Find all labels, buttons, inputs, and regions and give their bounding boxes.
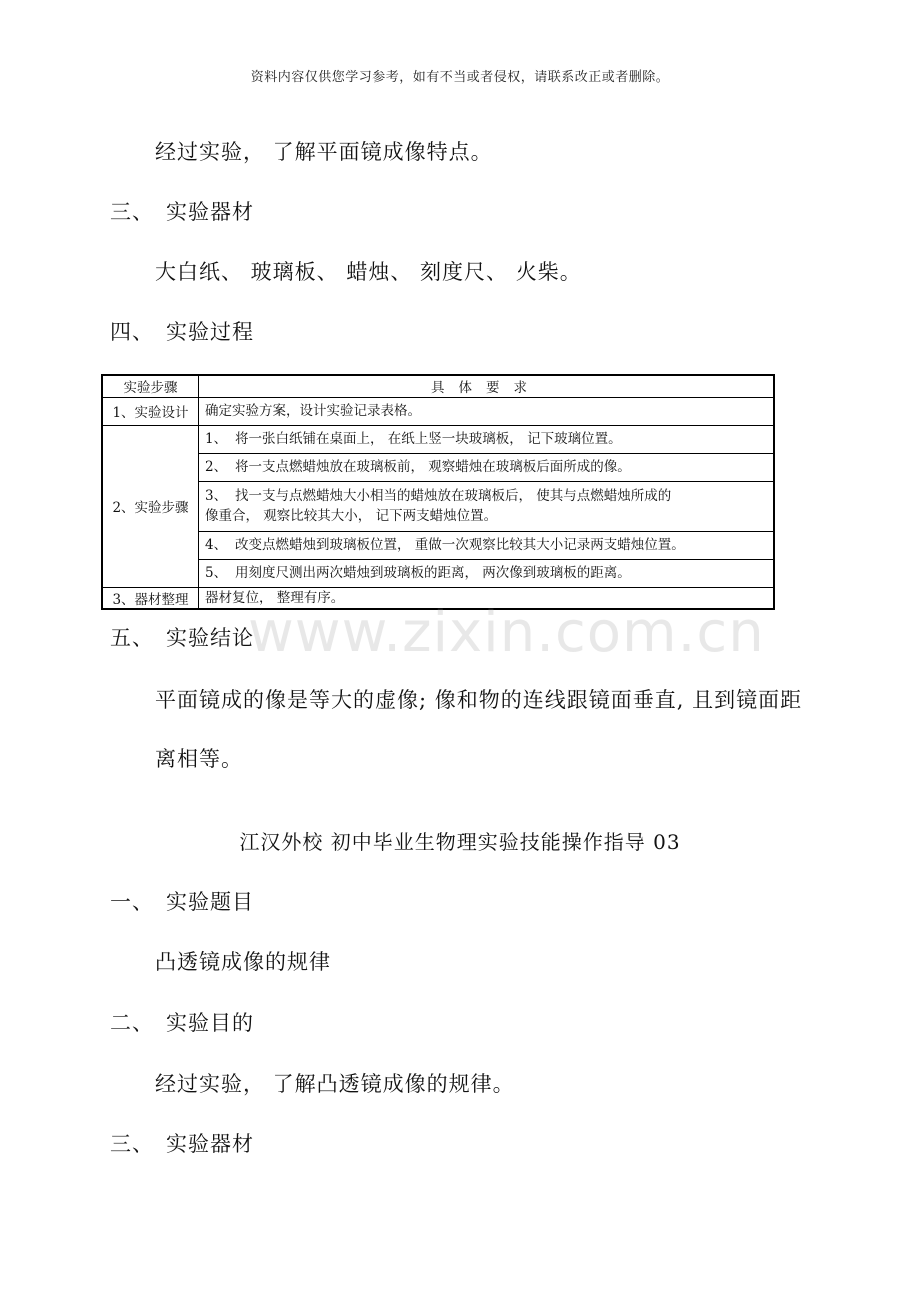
requirement-cell	[199, 481, 775, 531]
heading-number: 三、	[110, 1132, 154, 1156]
materials-text: 大白纸、 玻璃板、 蜡烛、 刻度尺、 火柴。	[155, 260, 582, 284]
heading-materials	[110, 1128, 254, 1158]
heading-number: 三、	[110, 200, 154, 224]
table-row	[102, 425, 774, 453]
requirement-cell	[199, 425, 775, 453]
conclusion-line-2: 离相等。	[155, 747, 243, 771]
table-row	[102, 481, 774, 531]
requirement-cell: 器材复位， 整理有序。	[199, 587, 775, 609]
topic-text: 凸透镜成像的规律	[155, 950, 331, 974]
sub-text: 用刻度尺测出两次蜡烛到玻璃板的距离， 两次像到玻璃板的距离。	[235, 565, 631, 581]
requirement-cell	[199, 559, 775, 587]
step-cell: 2、实验步骤	[102, 425, 199, 587]
sub-number: 1、	[205, 431, 228, 447]
heading-title: 实验器材	[166, 1132, 254, 1156]
heading-title: 实验器材	[166, 200, 254, 224]
heading-conclusion	[110, 622, 254, 652]
table-row	[102, 531, 774, 559]
table-row	[102, 397, 774, 425]
heading-number: 二、	[110, 1011, 154, 1035]
sub-text: 改变点燃蜡烛到玻璃板位置， 重做一次观察比较其大小记录两支蜡烛位置。	[235, 537, 685, 553]
sub-text: 找一支与点燃蜡烛大小相当的蜡烛放在玻璃板后， 使其与点燃蜡烛所成的	[235, 488, 672, 504]
watermark: www.zixin.com.cn	[248, 600, 765, 665]
requirement-cell	[199, 531, 775, 559]
sub-number: 5、	[205, 565, 228, 581]
header-requirement: 具体要求	[199, 375, 775, 397]
heading-process	[110, 316, 254, 346]
table-row	[102, 453, 774, 481]
purpose-text: 经过实验， 了解平面镜成像特点。	[155, 140, 493, 164]
heading-title: 实验结论	[166, 626, 254, 650]
disclaimer-header: 资料内容仅供您学习参考，如有不当或者侵权，请联系改正或者删除。	[250, 70, 670, 85]
table-row	[102, 559, 774, 587]
table-header-row	[102, 375, 774, 397]
header-step: 实验步骤	[102, 375, 199, 397]
conclusion-line-1: 平面镜成的像是等大的虚像; 像和物的连线跟镜面垂直, 且到镜面距	[155, 688, 803, 712]
sub-text: 将一张白纸铺在桌面上， 在纸上竖一块玻璃板， 记下玻璃位置。	[235, 431, 622, 447]
heading-topic	[110, 886, 254, 916]
heading-number: 一、	[110, 890, 154, 914]
heading-purpose	[110, 1007, 254, 1037]
heading-materials	[110, 196, 254, 226]
heading-number: 五、	[110, 626, 154, 650]
step-cell: 1、实验设计	[102, 397, 199, 425]
page-title: 江汉外校 初中毕业生物理实验技能操作指导 03	[239, 830, 681, 854]
purpose-text: 经过实验， 了解凸透镜成像的规律。	[155, 1072, 515, 1096]
requirement-cell: 确定实验方案，设计实验记录表格。	[199, 397, 775, 425]
sub-number: 3、	[205, 488, 228, 504]
heading-title: 实验目的	[166, 1011, 254, 1035]
sub-text-cont: 像重合， 观察比较其大小， 记下两支蜡烛位置。	[205, 508, 498, 524]
requirement-cell	[199, 453, 775, 481]
heading-number: 四、	[110, 320, 154, 344]
heading-title: 实验题目	[166, 890, 254, 914]
process-table	[101, 374, 775, 610]
sub-number: 2、	[205, 459, 228, 475]
step-cell: 3、器材整理	[102, 587, 199, 609]
heading-title: 实验过程	[166, 320, 254, 344]
sub-text: 将一支点燃蜡烛放在玻璃板前， 观察蜡烛在玻璃板后面所成的像。	[235, 459, 631, 475]
sub-number: 4、	[205, 537, 228, 553]
